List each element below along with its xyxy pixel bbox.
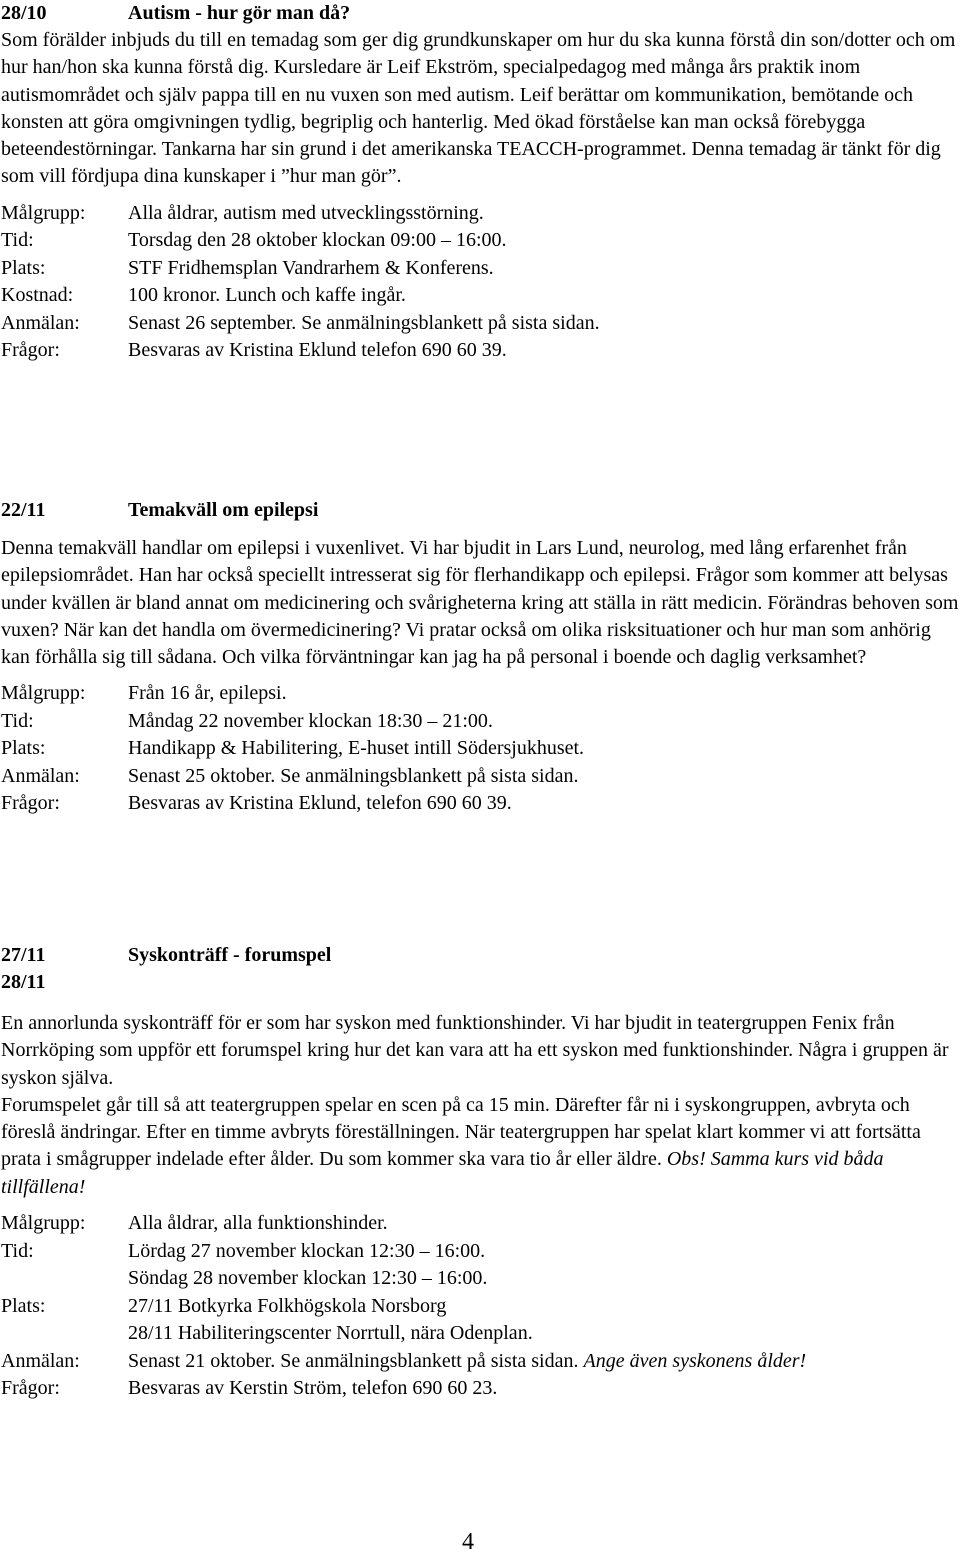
detail-row-plats [1,735,959,763]
detail-value: Alla åldrar, alla funktionshinder. [128,1212,388,1235]
event-heading [1,0,959,27]
event-heading [1,497,959,524]
detail-value: Lördag 27 november klockan 12:30 – 16:00. [128,1239,486,1262]
detail-value: Torsdag den 28 oktober klockan 09:00 – 16:00. [128,229,507,252]
detail-row-malgrupp [1,200,959,228]
detail-value: Handikapp & Habilitering, E-huset intill Södersjukhuset. [128,737,585,760]
event-title: Temakväll om epilepsi [128,499,319,521]
detail-value: 27/11 Botkyrka Folkhögskola Norsborg [128,1294,447,1317]
detail-value: Besvaras av Kristina Eklund, telefon 690 60 39. [128,792,512,815]
event-description: Som förälder inbjuds du till en temadag som ger dig grundkunskaper om hur du ska kunna förstå din son/dotter och om hur han/hon ska kunna förstå dig. Kursledare är Leif Ekström, specialpedagog med många års praktik inom autismområdet och själv pappa till en nu vuxen son med autism. Leif berättar om kommunikation, bemötande och konsten att göra omgivningen tydlig, begriplig och hanterlig. Med ökad förståelse kan man också förebygga beteendestörningar. Tankarna har sin grund i det amerikanska TEACCH-programmet. Denna temadag är tänkt för dig som vill fördjupa dina kunskaper i ”hur man gör”. [1,29,956,188]
event-heading [1,942,959,969]
detail-label: Kostnad: [1,284,74,307]
detail-label: Målgrupp: [1,201,86,224]
event-date-second: 28/11 [1,971,46,993]
page-number: 4 [462,1529,474,1555]
detail-value: Senast 26 september. Se anmälningsblankett på sista sidan. [128,311,600,334]
detail-label: Tid: [1,1239,34,1262]
detail-row-plats [1,255,959,283]
detail-value: Måndag 22 november klockan 18:30 – 21:00. [128,709,493,732]
detail-row-fragor [1,790,959,818]
detail-row-anmalan [1,310,959,338]
detail-value: Senast 25 oktober. Se anmälningsblankett på sista sidan. [128,764,579,787]
detail-value-text: Senast 21 oktober. Se anmälningsblankett på sista sidan. [128,1349,579,1372]
event-date: 27/11 [1,944,46,966]
detail-label: Plats: [1,1294,46,1317]
event-description-continued [1,1092,959,1201]
detail-value [128,1348,806,1375]
detail-row-tid-continued [1,1265,959,1293]
detail-value: Söndag 28 november klockan 12:30 – 16:00. [128,1267,488,1290]
event-title: Syskonträff - forumspel [128,944,332,966]
event-details [1,680,959,818]
detail-row-plats-continued [1,1320,959,1348]
description-emphasis: Obs! Samma kurs vid båda tillfällena! [1,1148,884,1198]
detail-value: Alla åldrar, autism med utvecklingsstörning. [128,201,484,224]
detail-row-tid [1,708,959,736]
detail-label: Plats: [1,256,46,279]
event-syskontraff [1,942,959,1403]
detail-row-fragor [1,1375,959,1403]
detail-label: Tid: [1,229,34,252]
detail-label: Anmälan: [1,311,80,334]
event-autism [1,0,959,365]
event-date: 28/10 [1,2,47,24]
detail-label: Frågor: [1,339,60,362]
description-text: Forumspelet går till så att teatergruppen spelar en scen på ca 15 min. Därefter får ni i syskongruppen, avbryta och föreslå ändringar. Efter en timme avbryts föreställningen. När teatergruppen har spelat klart kommer vi att fortsätta prata i smågrupper indelade efter ålder. Du som kommer ska vara tio år eller äldre. [1,1093,921,1171]
detail-row-tid [1,1238,959,1266]
detail-value: Från 16 år, epilepsi. [128,682,287,705]
event-title: Autism - hur gör man då? [128,2,351,24]
detail-label: Tid: [1,709,34,732]
detail-row-anmalan [1,1348,959,1376]
detail-label: Frågor: [1,1377,60,1400]
event-description: Denna temakväll handlar om epilepsi i vuxenlivet. Vi har bjudit in Lars Lund, neurolog, med lång erfarenhet från epilepsiområdet. Han har också speciellt intresserat sig för flerhandikapp och epilepsi. Frågor som kommer att belysas under kvällen är bland annat om medicinering och svårigheterna kring att ställa in rätt medicin. Förändras behoven som vuxen? När kan det handla om övermedicinering? Vi pratar också om olika risksituationer och hur man som anhörig kan förhålla sig till sådana. Och vilka förväntningar kan jag ha på personal i boende och daglig verksamhet? [1,537,959,669]
detail-label: Frågor: [1,792,60,815]
detail-label: Målgrupp: [1,1212,86,1235]
detail-label: Plats: [1,737,46,760]
event-description: En annorlunda syskonträff för er som har syskon med funktionshinder. Vi har bjudit in teatergruppen Fenix från Norrköping som uppför ett forumspel kring hur det kan vara att ha ett syskon med funktionshinder. Några i gruppen är syskon själva. [1,1012,949,1089]
detail-row-anmalan [1,763,959,791]
detail-value: Besvaras av Kerstin Ström, telefon 690 60 23. [128,1377,498,1400]
detail-row-kostnad [1,282,959,310]
detail-value: STF Fridhemsplan Vandrarhem & Konferens. [128,256,494,279]
detail-value: Besvaras av Kristina Eklund telefon 690 60 39. [128,339,507,362]
event-epilepsi [1,497,959,818]
detail-value: 100 kronor. Lunch och kaffe ingår. [128,284,406,307]
detail-row-malgrupp [1,680,959,708]
detail-value-emphasis: Ange även syskonens ålder! [583,1349,807,1372]
detail-value: 28/11 Habiliteringscenter Norrtull, nära Odenplan. [128,1322,533,1345]
event-details [1,200,959,365]
detail-label: Målgrupp: [1,682,86,705]
detail-row-fragor [1,337,959,365]
detail-label: Anmälan: [1,764,80,787]
detail-row-plats [1,1293,959,1321]
event-date: 22/11 [1,499,46,521]
event-details [1,1210,959,1403]
detail-label: Anmälan: [1,1349,80,1372]
detail-row-malgrupp [1,1210,959,1238]
detail-row-tid [1,227,959,255]
